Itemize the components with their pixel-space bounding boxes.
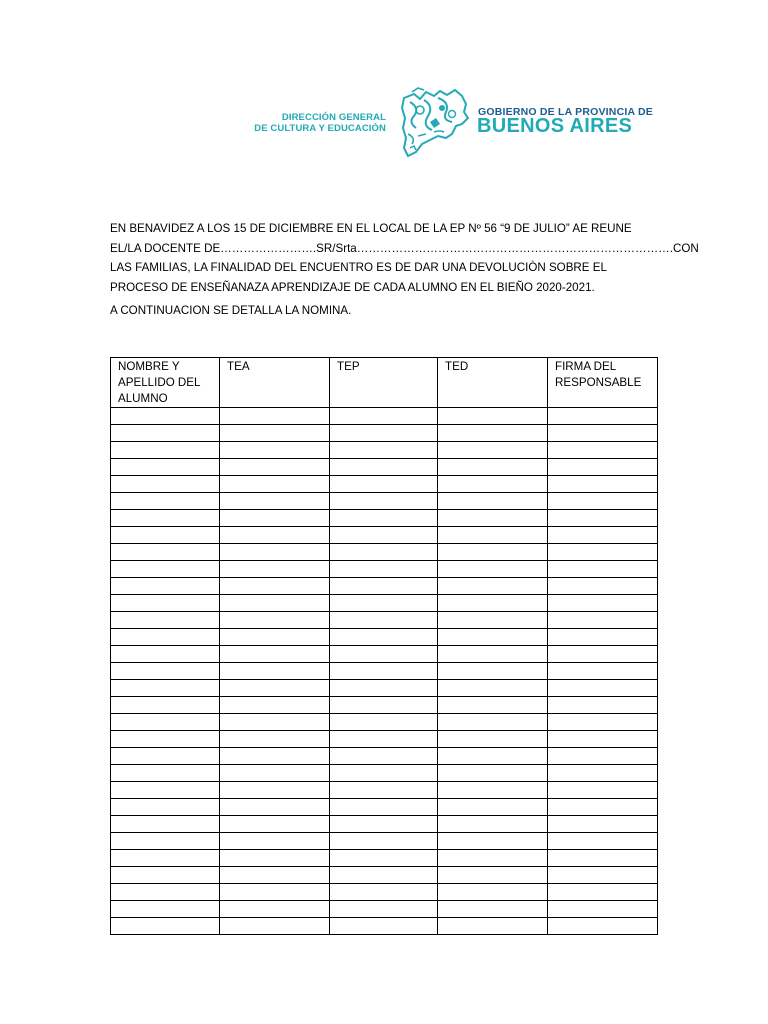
table-cell[interactable]	[548, 799, 658, 816]
table-cell[interactable]	[548, 867, 658, 884]
header-ted: TED	[438, 358, 548, 408]
table-cell[interactable]	[330, 816, 438, 833]
table-cell[interactable]	[220, 612, 330, 629]
table-cell[interactable]	[548, 663, 658, 680]
buenos-aires-title: BUENOS AIRES	[477, 115, 633, 137]
table-cell[interactable]	[111, 527, 220, 544]
nomina-statement: A CONTINUACION SE DETALLA LA NOMINA.	[110, 304, 352, 317]
table-row	[111, 595, 658, 612]
table-cell[interactable]	[111, 867, 220, 884]
table-cell[interactable]	[111, 442, 220, 459]
table-cell[interactable]	[111, 578, 220, 595]
table-cell[interactable]	[220, 510, 330, 527]
table-cell[interactable]	[220, 816, 330, 833]
table-row	[111, 629, 658, 646]
table-cell[interactable]	[548, 595, 658, 612]
table-row	[111, 476, 658, 493]
table-cell[interactable]	[438, 765, 548, 782]
table-cell[interactable]	[220, 765, 330, 782]
table-cell[interactable]	[330, 595, 438, 612]
table-row	[111, 561, 658, 578]
table-cell[interactable]	[330, 731, 438, 748]
table-cell[interactable]	[111, 918, 220, 935]
table-row	[111, 884, 658, 901]
table-cell[interactable]	[548, 833, 658, 850]
table-cell[interactable]	[438, 425, 548, 442]
table-row	[111, 731, 658, 748]
table-cell[interactable]	[330, 867, 438, 884]
table-cell[interactable]	[438, 680, 548, 697]
table-cell[interactable]	[111, 833, 220, 850]
intro-paragraph	[110, 219, 699, 297]
table-cell[interactable]	[111, 680, 220, 697]
table-row	[111, 901, 658, 918]
table-cell[interactable]	[438, 629, 548, 646]
table-cell[interactable]	[330, 442, 438, 459]
table-row	[111, 782, 658, 799]
table-cell[interactable]	[438, 867, 548, 884]
table-cell[interactable]	[330, 493, 438, 510]
table-cell[interactable]	[220, 850, 330, 867]
table-row	[111, 408, 658, 425]
table-cell[interactable]	[330, 578, 438, 595]
table-row	[111, 646, 658, 663]
table-cell[interactable]	[438, 612, 548, 629]
table-cell[interactable]	[220, 578, 330, 595]
table-cell[interactable]	[548, 680, 658, 697]
table-cell[interactable]	[111, 850, 220, 867]
table-cell[interactable]	[438, 527, 548, 544]
table-cell[interactable]	[548, 816, 658, 833]
table-cell[interactable]	[330, 663, 438, 680]
table-cell[interactable]	[111, 731, 220, 748]
table-cell[interactable]	[548, 442, 658, 459]
table-cell[interactable]	[548, 731, 658, 748]
table-cell[interactable]	[330, 527, 438, 544]
table-row	[111, 527, 658, 544]
table-cell[interactable]	[111, 782, 220, 799]
table-cell[interactable]	[438, 731, 548, 748]
table-cell[interactable]	[220, 867, 330, 884]
table-row	[111, 765, 658, 782]
table-cell[interactable]	[111, 748, 220, 765]
intro-line-1: EN BENAVIDEZ A LOS 15 DE DICIEMBRE EN EL LOCAL DE LA EP Nº 56 “9 DE JULIO” AE REUNE	[110, 222, 632, 235]
table-cell[interactable]	[330, 799, 438, 816]
table-cell[interactable]	[330, 561, 438, 578]
table-cell[interactable]	[220, 833, 330, 850]
table-row	[111, 510, 658, 527]
table-cell[interactable]	[111, 901, 220, 918]
table-row	[111, 459, 658, 476]
table-cell[interactable]	[438, 578, 548, 595]
table-cell[interactable]	[438, 816, 548, 833]
table-cell[interactable]	[548, 782, 658, 799]
table-cell[interactable]	[220, 476, 330, 493]
table-cell[interactable]	[438, 714, 548, 731]
header-nombre-alumno: NOMBRE Y APELLIDO DEL ALUMNO	[111, 358, 220, 408]
table-cell[interactable]	[220, 663, 330, 680]
table-cell[interactable]	[330, 510, 438, 527]
table-cell[interactable]	[330, 629, 438, 646]
table-cell[interactable]	[548, 884, 658, 901]
table-cell[interactable]	[220, 901, 330, 918]
table-cell[interactable]	[548, 765, 658, 782]
table-cell[interactable]	[220, 629, 330, 646]
table-cell[interactable]	[220, 408, 330, 425]
table-cell[interactable]	[220, 697, 330, 714]
header-tep: TEP	[330, 358, 438, 408]
table-cell[interactable]	[438, 850, 548, 867]
table-cell[interactable]	[111, 595, 220, 612]
document-header	[0, 0, 768, 170]
table-cell[interactable]	[438, 901, 548, 918]
table-cell[interactable]	[438, 442, 548, 459]
table-cell[interactable]	[220, 459, 330, 476]
table-row	[111, 918, 658, 935]
table-cell[interactable]	[438, 493, 548, 510]
table-cell[interactable]	[220, 884, 330, 901]
table-cell[interactable]	[220, 595, 330, 612]
table-row	[111, 442, 658, 459]
table-cell[interactable]	[111, 697, 220, 714]
table-cell[interactable]	[548, 612, 658, 629]
table-cell[interactable]	[330, 544, 438, 561]
table-cell[interactable]	[438, 799, 548, 816]
table-row	[111, 493, 658, 510]
table-cell[interactable]	[111, 714, 220, 731]
table-cell[interactable]	[330, 697, 438, 714]
table-cell[interactable]	[330, 680, 438, 697]
table-cell[interactable]	[548, 714, 658, 731]
table-cell[interactable]	[330, 850, 438, 867]
table-cell[interactable]	[438, 748, 548, 765]
table-cell[interactable]	[111, 493, 220, 510]
table-cell[interactable]	[330, 833, 438, 850]
table-cell[interactable]	[548, 510, 658, 527]
table-cell[interactable]	[438, 884, 548, 901]
table-row	[111, 544, 658, 561]
table-cell[interactable]	[220, 425, 330, 442]
table-cell[interactable]	[111, 459, 220, 476]
table-cell[interactable]	[438, 646, 548, 663]
table-cell[interactable]	[438, 697, 548, 714]
table-cell[interactable]	[220, 442, 330, 459]
table-cell[interactable]	[548, 527, 658, 544]
table-cell[interactable]	[330, 748, 438, 765]
table-cell[interactable]	[220, 714, 330, 731]
table-cell[interactable]	[548, 901, 658, 918]
table-cell[interactable]	[438, 918, 548, 935]
table-cell[interactable]	[548, 425, 658, 442]
table-cell[interactable]	[220, 782, 330, 799]
table-cell[interactable]	[330, 646, 438, 663]
table-cell[interactable]	[438, 459, 548, 476]
table-cell[interactable]	[220, 527, 330, 544]
table-cell[interactable]	[111, 544, 220, 561]
table-cell[interactable]	[111, 408, 220, 425]
table-cell[interactable]	[111, 629, 220, 646]
table-cell[interactable]	[111, 561, 220, 578]
table-cell[interactable]	[548, 561, 658, 578]
intro-line-3: LAS FAMILIAS, LA FINALIDAD DEL ENCUENTRO ES DE DAR UNA DEVOLUCIÒN SOBRE EL	[110, 261, 607, 274]
table-cell[interactable]	[548, 918, 658, 935]
table-row	[111, 799, 658, 816]
header-firma-responsable: FIRMA DEL RESPONSABLE	[548, 358, 658, 408]
buenos-aires-province-map-icon	[400, 86, 470, 158]
table-row	[111, 697, 658, 714]
table-cell[interactable]	[220, 646, 330, 663]
table-row	[111, 867, 658, 884]
table-cell[interactable]	[220, 799, 330, 816]
table-cell[interactable]	[111, 663, 220, 680]
table-cell[interactable]	[111, 425, 220, 442]
direccion-line-1: DIRECCIÓN GENERAL	[281, 112, 386, 123]
student-roster-table	[110, 357, 658, 935]
intro-line-2: EL/LA DOCENTE DE…………………….SR/Srta……………………………………………………………………….CON	[110, 241, 699, 255]
table-cell[interactable]	[111, 510, 220, 527]
table-row	[111, 663, 658, 680]
table-cell[interactable]	[330, 884, 438, 901]
table-body	[111, 408, 658, 935]
table-cell[interactable]	[548, 544, 658, 561]
table-cell[interactable]	[330, 714, 438, 731]
table-cell[interactable]	[330, 408, 438, 425]
table-cell[interactable]	[438, 595, 548, 612]
header-tea: TEA	[220, 358, 330, 408]
table-row	[111, 850, 658, 867]
table-row	[111, 748, 658, 765]
table-cell[interactable]	[438, 663, 548, 680]
table-cell[interactable]	[220, 918, 330, 935]
table-cell[interactable]	[330, 901, 438, 918]
table-cell[interactable]	[438, 408, 548, 425]
table-cell[interactable]	[111, 765, 220, 782]
table-cell[interactable]	[220, 748, 330, 765]
table-row	[111, 816, 658, 833]
table-cell[interactable]	[548, 748, 658, 765]
table-cell[interactable]	[111, 646, 220, 663]
table-cell[interactable]	[330, 612, 438, 629]
intro-line-4: PROCESO DE ENSEÑANAZA APRENDIZAJE DE CADA ALUMNO EN EL BIEÑO 2020-2021.	[110, 280, 595, 294]
table-cell[interactable]	[548, 476, 658, 493]
table-cell[interactable]	[548, 408, 658, 425]
table-row	[111, 612, 658, 629]
table-cell[interactable]	[111, 799, 220, 816]
table-cell[interactable]	[330, 782, 438, 799]
table-cell[interactable]	[548, 493, 658, 510]
table-row	[111, 833, 658, 850]
table-cell[interactable]	[111, 476, 220, 493]
table-cell[interactable]	[548, 646, 658, 663]
table-cell[interactable]	[330, 918, 438, 935]
table-cell[interactable]	[438, 561, 548, 578]
table-cell[interactable]	[220, 731, 330, 748]
table-cell[interactable]	[330, 765, 438, 782]
table-header-row	[111, 358, 658, 408]
table-cell[interactable]	[220, 544, 330, 561]
table-cell[interactable]	[548, 578, 658, 595]
table-row	[111, 578, 658, 595]
table-cell[interactable]	[548, 850, 658, 867]
table-cell[interactable]	[111, 612, 220, 629]
table-cell[interactable]	[220, 680, 330, 697]
table-cell[interactable]	[438, 510, 548, 527]
table-cell[interactable]	[330, 425, 438, 442]
table-row	[111, 714, 658, 731]
gobierno-line: GOBIERNO DE LA PROVINCIA DE	[478, 106, 653, 118]
direccion-general-logo-text	[254, 112, 386, 134]
table-cell[interactable]	[548, 459, 658, 476]
table-cell[interactable]	[438, 476, 548, 493]
table-row	[111, 425, 658, 442]
table-cell[interactable]	[330, 476, 438, 493]
table-cell[interactable]	[548, 697, 658, 714]
table-cell[interactable]	[438, 544, 548, 561]
table-cell[interactable]	[220, 493, 330, 510]
table-row	[111, 680, 658, 697]
table-cell[interactable]	[220, 561, 330, 578]
table-cell[interactable]	[111, 816, 220, 833]
table-cell[interactable]	[438, 782, 548, 799]
table-cell[interactable]	[330, 459, 438, 476]
direccion-line-2: DE CULTURA Y EDUCACIÓN	[254, 123, 386, 134]
table-cell[interactable]	[438, 833, 548, 850]
table-cell[interactable]	[111, 884, 220, 901]
table-cell[interactable]	[548, 629, 658, 646]
